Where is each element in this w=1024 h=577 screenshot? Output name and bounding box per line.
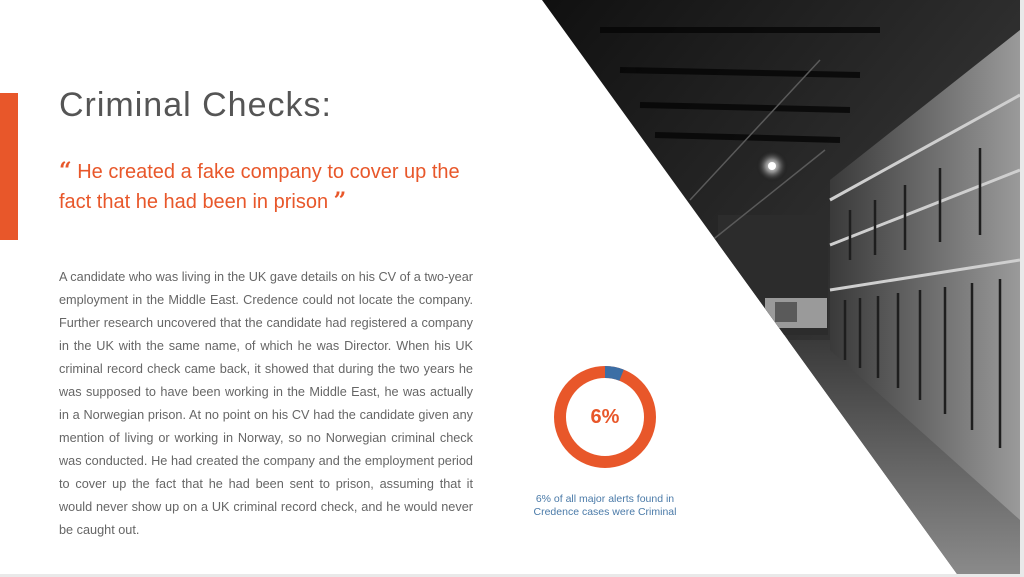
accent-bar [0, 93, 18, 240]
stat-value: 6% [590, 405, 620, 428]
close-quote-mark: ” [333, 188, 347, 214]
stat-donut-chart [550, 362, 660, 472]
open-quote-mark: “ [59, 158, 72, 184]
page-title: Criminal Checks: [59, 86, 332, 124]
case-description: A candidate who was living in the UK gave details on his CV of a two-year employment in the Middle East. Credence could not locate the company. Further research uncovered that the candidate had registered a company in the UK with the same name, of which he was Director. When his UK criminal record check came back, it showed that during the two years he was supposed to have been working in the Middle East, he was actually in a Norwegian prison. At no point on his CV had the candidate given any mention of living or working in Norway, so no Norwegian criminal check was conducted. He had created the company and the employment period to cover up the fact that he had been sent to prison, assuming that it would never show up on a UK criminal record check, and he would never be caught out. [59, 270, 473, 537]
stat-caption: 6% of all major alerts found in Credence cases were Criminal [533, 493, 677, 518]
quote-text: He created a fake company to cover up the fact that he had been in prison [59, 161, 460, 213]
pull-quote [59, 157, 479, 217]
